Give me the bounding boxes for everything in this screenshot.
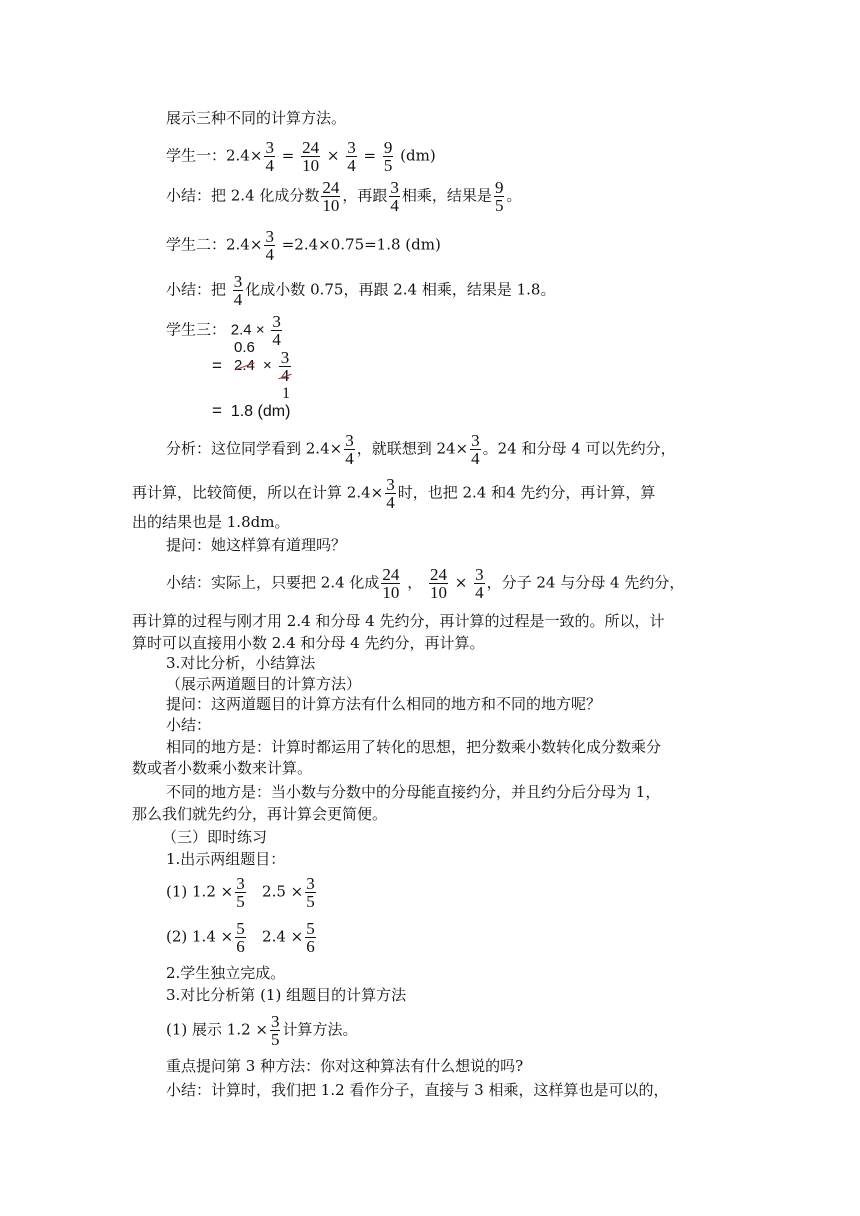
summary-label: 小结： bbox=[166, 716, 212, 734]
fraction: $\frac{5}{6}$ bbox=[236, 919, 245, 956]
analysis-text: 。24 和分母 4 可以先约分， bbox=[482, 439, 676, 458]
diff-line-2: 那么我们就先约分，再计算会更简便。 bbox=[132, 805, 388, 823]
same-line-1: 相同的地方是：计算时都运用了转化的思想，把分数乘小数转化成分数乘分 bbox=[166, 738, 662, 756]
fraction: $\frac{3}{4}$ bbox=[475, 565, 484, 602]
summary-one bbox=[166, 179, 521, 214]
practice-heading: （三）即时练习 bbox=[162, 828, 268, 846]
show-text: (1) 展示 1.2 × bbox=[166, 1020, 268, 1039]
summary-text: 相乘，结果是 bbox=[401, 186, 492, 205]
result-text: 1.8 (dm) bbox=[230, 403, 291, 420]
student-one-label: 学生一：2.4× bbox=[166, 146, 263, 165]
unit-text: (dm) bbox=[400, 146, 436, 165]
fraction: $\frac{24}{10}$ bbox=[382, 565, 400, 602]
exercise-group-2 bbox=[166, 920, 318, 955]
times-sign: × bbox=[454, 573, 468, 592]
exercise-label: (2) 1.4 × bbox=[166, 927, 234, 946]
analysis-line-2 bbox=[132, 476, 728, 511]
fraction: $\frac{3}{5}$ bbox=[306, 874, 315, 911]
summary-text: 化成小数 0.75，再跟 2.4 相乘，结果是 1.8。 bbox=[245, 280, 556, 299]
student-three-label: 学生三： bbox=[166, 320, 227, 339]
equals-sign: = bbox=[363, 146, 377, 165]
last-summary: 小结：计算时，我们把 1.2 看作分子，直接与 3 相乘，这样算也是可以的， bbox=[166, 1081, 669, 1099]
diff-line-1: 不同的地方是：当小数与分数中的分母能直接约分，并且约分后分母为 1， bbox=[166, 783, 661, 801]
times-sign: × bbox=[263, 357, 272, 374]
equals-sign: = bbox=[281, 146, 295, 165]
exercise-text: 2.5 × bbox=[262, 882, 304, 901]
student-three-result bbox=[212, 401, 290, 422]
cancel-fraction: 3 4 bbox=[279, 349, 291, 384]
fraction: $\frac{24}{10}$ bbox=[322, 178, 340, 215]
show-method-line bbox=[166, 1013, 358, 1048]
cancel-decimal: 2.4 bbox=[234, 357, 255, 374]
question-three: 重点提问第 3 种方法：你对这种算法有什么想说的吗? bbox=[166, 1057, 524, 1075]
summary-text: 小结：实际上，只要把 2.4 化成 bbox=[166, 573, 380, 592]
summary-text: ，再跟 bbox=[342, 186, 388, 205]
student-three-step-two bbox=[212, 356, 222, 376]
analysis-text: 时，也把 2.4 和4 先约分，再计算，算 bbox=[397, 483, 656, 502]
analysis-line-1 bbox=[166, 432, 726, 467]
cancel-top-value: 0.6 bbox=[234, 339, 255, 356]
summary-text: 小结：把 bbox=[166, 280, 227, 299]
equals-sign: = bbox=[212, 401, 222, 420]
fraction: $\frac{3}{5}$ bbox=[236, 874, 245, 911]
summary-text: 小结：把 2.4 化成分数 bbox=[166, 186, 320, 205]
fraction: $\frac{3}{4}$ bbox=[345, 431, 354, 468]
fraction: $\frac{3}{4}$ bbox=[265, 227, 274, 264]
fraction: $\frac{3}{4}$ bbox=[272, 312, 281, 349]
practice-item-2: 2.学生独立完成。 bbox=[166, 964, 286, 982]
student-two-label: 学生二：2.4× bbox=[166, 235, 263, 254]
question-two: 提问：这两道题目的计算方法有什么相同的地方和不同的地方呢？ bbox=[166, 695, 602, 713]
practice-item-1: 1.出示两组题目： bbox=[166, 850, 286, 868]
student-two-line bbox=[166, 228, 441, 263]
summary-text: 。 bbox=[506, 186, 522, 205]
calculation-text: 2.4 × bbox=[230, 321, 265, 339]
fraction: $\frac{9}{5}$ bbox=[383, 138, 393, 175]
show-two-methods: （展示两道题目的计算方法） bbox=[166, 675, 362, 693]
student-one-line bbox=[166, 139, 436, 174]
summary-two bbox=[166, 273, 555, 308]
times-sign: × bbox=[326, 146, 340, 165]
summary-three-line-2: 再计算的过程与刚才用 2.4 和分母 4 先约分，再计算的过程是一致的。所以，计 bbox=[132, 612, 665, 630]
fraction: $\frac{3}{4}$ bbox=[233, 272, 243, 309]
summary-text: ， bbox=[407, 573, 423, 592]
line-intro: 展示三种不同的计算方法。 bbox=[166, 109, 347, 127]
same-line-2: 数或者小数乘小数来计算。 bbox=[132, 759, 313, 777]
analysis-text: ，就联想到 24× bbox=[356, 439, 469, 458]
section-heading-3: 3.对比分析，小结算法 bbox=[166, 654, 316, 672]
exercise-text: 2.4 × bbox=[262, 927, 304, 946]
analysis-text: 分析：这位同学看到 2.4× bbox=[166, 439, 343, 458]
fraction: $\frac{3}{4}$ bbox=[347, 138, 356, 175]
cancel-bottom-value: 1 bbox=[282, 385, 290, 402]
equals-sign: = bbox=[212, 356, 222, 375]
student-three-line bbox=[166, 313, 284, 348]
fraction: $\frac{3}{5}$ bbox=[270, 1012, 280, 1049]
fraction: $\frac{5}{6}$ bbox=[306, 919, 315, 956]
question-one: 提问：她这样算有道理吗？ bbox=[166, 536, 347, 554]
fraction: $\frac{9}{5}$ bbox=[494, 178, 504, 215]
exercise-label: (1) 1.2 × bbox=[166, 882, 234, 901]
show-text: 计算方法。 bbox=[282, 1020, 358, 1039]
summary-text: ，分子 24 与分母 4 先约分， bbox=[486, 573, 685, 592]
fraction: $\frac{3}{4}$ bbox=[386, 475, 395, 512]
exercise-group-1 bbox=[166, 875, 318, 910]
summary-three-line-3: 算时可以直接用小数 2.4 和分母 4 先约分，再计算。 bbox=[132, 634, 485, 652]
practice-item-3: 3.对比分析第 (1) 组题目的计算方法 bbox=[166, 986, 407, 1004]
fraction: $\frac{3}{4}$ bbox=[390, 178, 399, 215]
summary-three-line-1 bbox=[166, 566, 684, 601]
analysis-line-3: 出的结果也是 1.8dm。 bbox=[132, 513, 290, 531]
calculation-text: =2.4×0.75=1.8 (dm) bbox=[281, 235, 441, 254]
fraction: $\frac{24}{10}$ bbox=[429, 565, 447, 602]
fraction: $\frac{3}{4}$ bbox=[265, 138, 274, 175]
fraction: $\frac{3}{4}$ bbox=[471, 431, 480, 468]
analysis-text: 再计算，比较简便，所以在计算 2.4× bbox=[132, 483, 384, 502]
fraction: $\frac{24}{10}$ bbox=[302, 138, 320, 175]
